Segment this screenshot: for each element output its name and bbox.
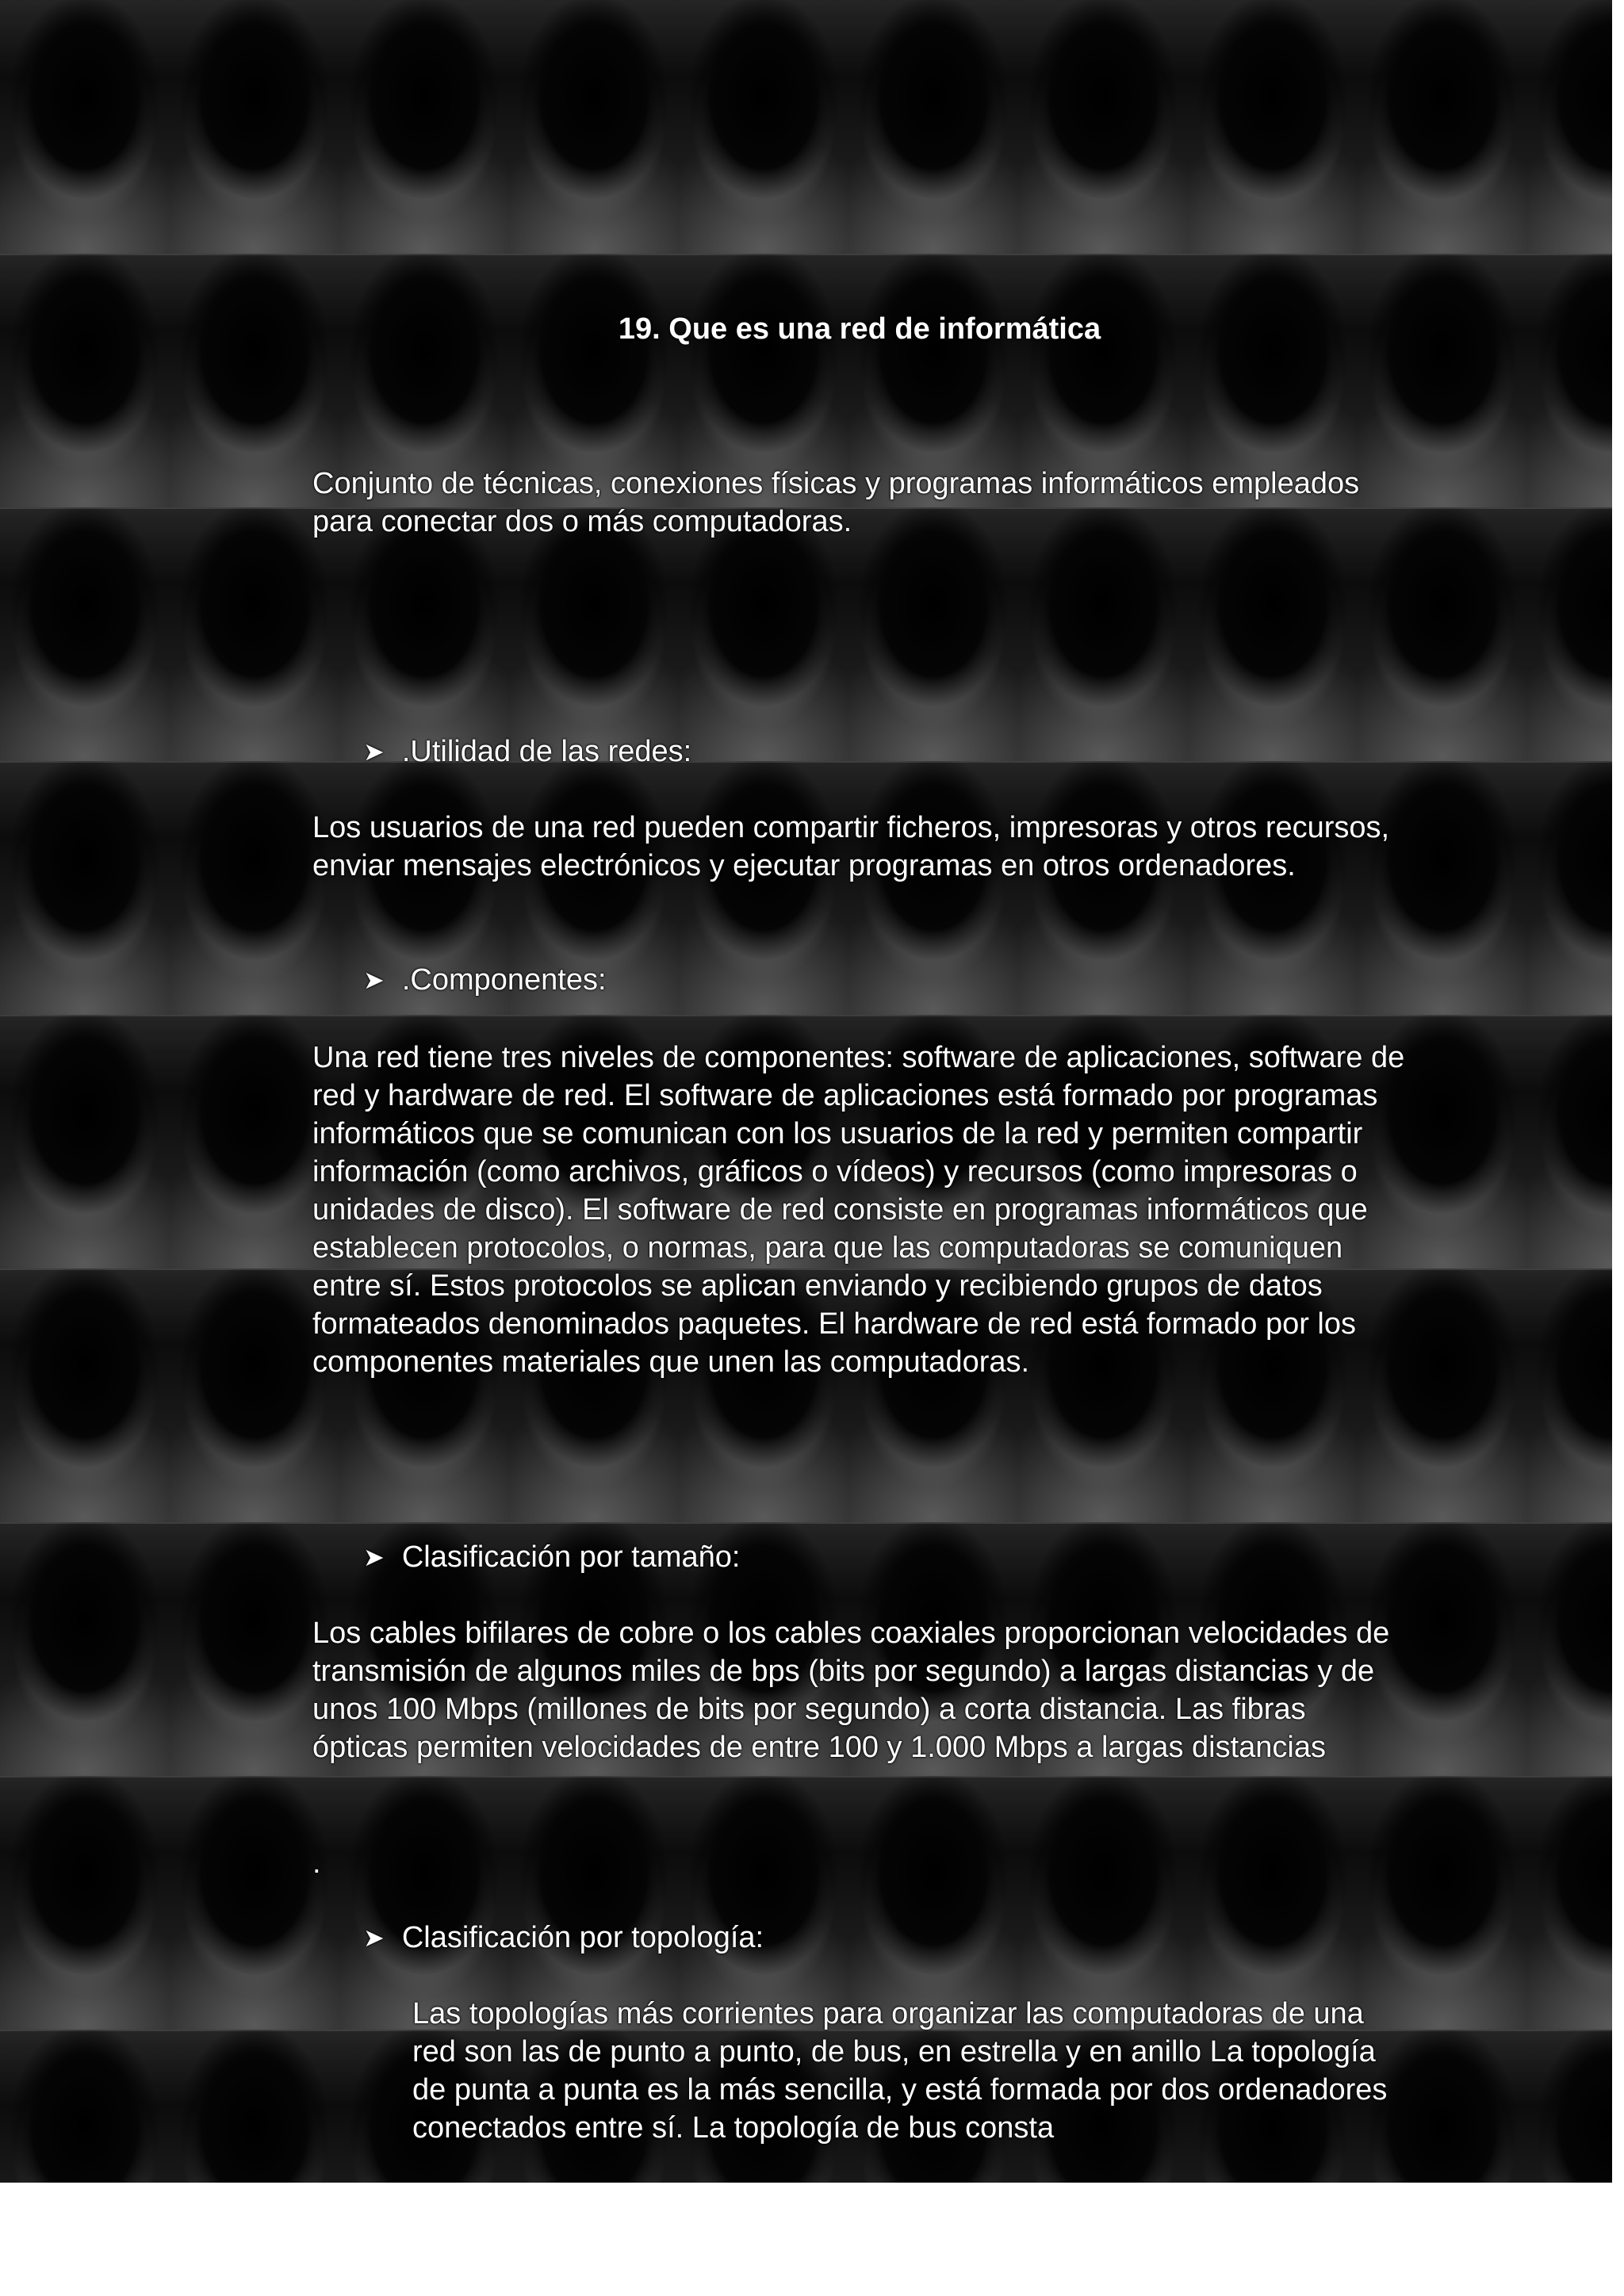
section-heading-componentes: [363, 961, 607, 999]
intro-paragraph: Conjunto de técnicas, conexiones físicas y programas informáticos empleados para conectar dos o más computadoras.: [312, 467, 1360, 538]
utilidad-paragraph: Los usuarios de una red pueden compartir ficheros, impresoras y otros recursos, enviar mensajes electrónicos y ejecutar programas en otros ordenadores.: [312, 811, 1390, 882]
topologia-paragraph: Las topologías más corrientes para organizar las computadoras de una red son las de punto a punto, de bus, en estrella y en anillo La topología de punta a punta es la más sencilla, y está formada por dos ordenadores conectados entre sí. La topología de bus consta: [412, 1997, 1388, 2145]
section-heading-topologia: [363, 1919, 764, 1957]
bullet-arrow-icon: ➤: [363, 1923, 385, 1952]
tamano-paragraph: Los cables bifilares de cobre o los cables coaxiales proporcionan velocidades de transmisión de algunos miles de bps (bits por segundo) a largas distancias y de unos 100 Mbps (millones de bits por segundo) a corta distancia. Las fibras ópticas permiten velocidades de entre 100 y 1.000 Mbps a largas distancias: [312, 1617, 1390, 1764]
bullet-arrow-icon: ➤: [363, 1543, 385, 1571]
section-heading-label: Clasificación por topología:: [401, 1921, 764, 1954]
section-heading-label: .Componentes:: [401, 963, 607, 997]
trailing-period: .: [312, 1846, 321, 1880]
componentes-paragraph: Una red tiene tres niveles de componentes: software de aplicaciones, software de red y hardware de red. El software de aplicaciones está formado por programas informáticos que se comunican con los usuarios de la red y permiten compartir información (como archivos, gráficos o vídeos) y recursos (como impresoras o unidades de disco). El software de red consiste en programas informáticos que establecen protocolos, o normas, para que las computadoras se comuniquen entre sí. Estos protocolos se aplican enviando y recibiendo grupos de datos formateados denominados paquetes. El hardware de red está formado por los componentes materiales que unen las computadoras.: [312, 1041, 1405, 1379]
section-heading-label: .Utilidad de las redes:: [401, 735, 692, 768]
section-heading-utilidad: [363, 733, 691, 771]
bullet-arrow-icon: ➤: [363, 966, 385, 994]
page-title: 19. Que es una red de informática: [618, 312, 1101, 346]
bullet-arrow-icon: ➤: [363, 737, 385, 766]
section-heading-tamano: [363, 1538, 740, 1576]
section-heading-label: Clasificación por tamaño:: [401, 1540, 741, 1574]
